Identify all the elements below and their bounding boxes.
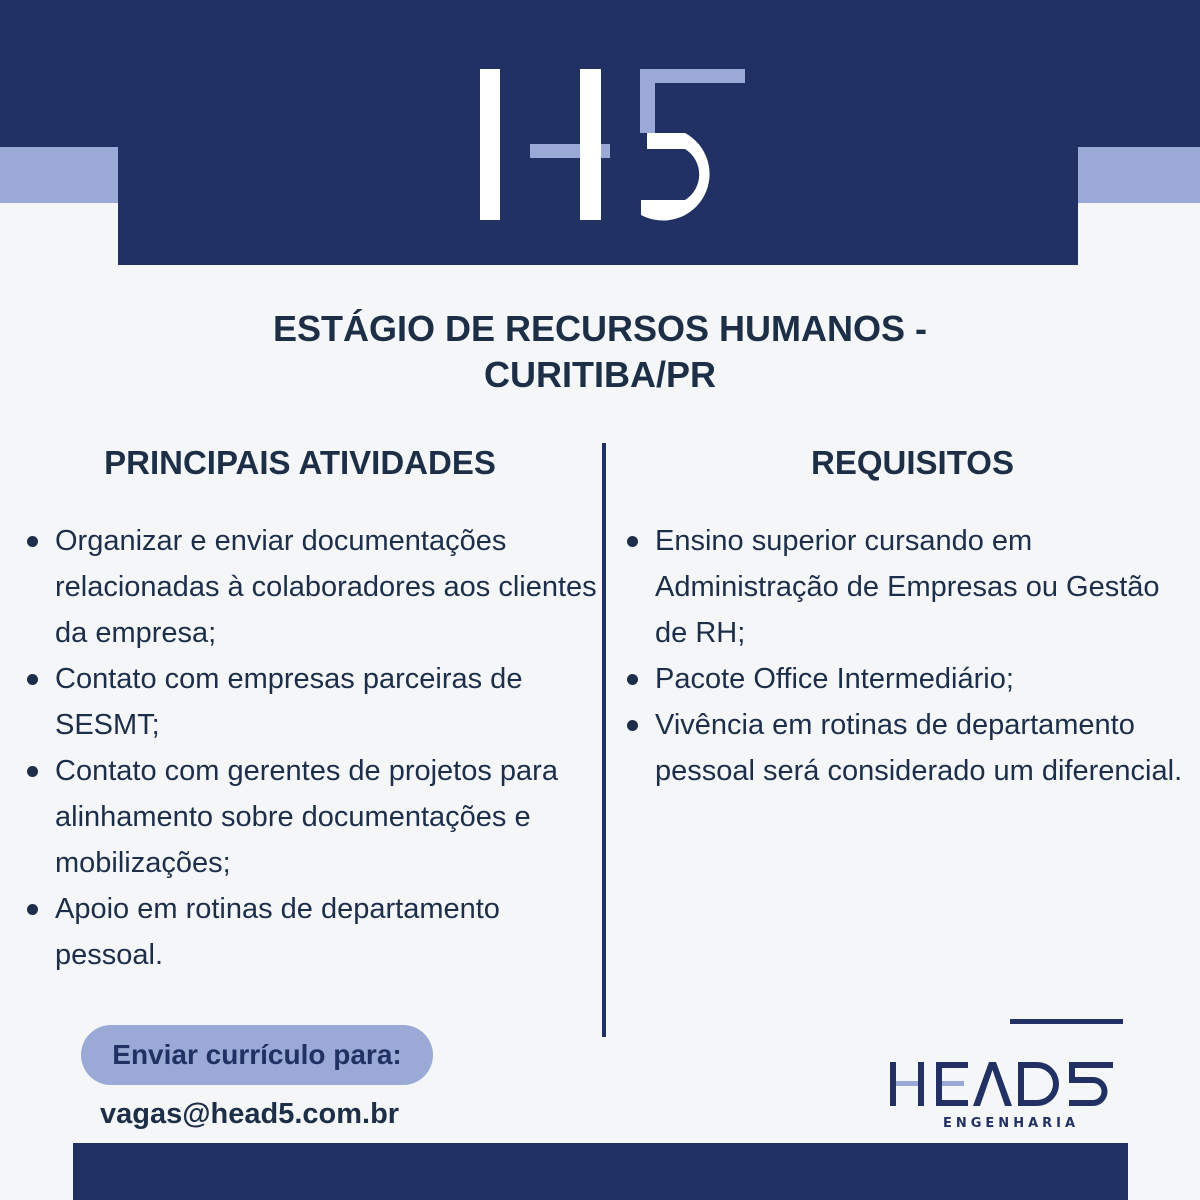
head5-engenharia-logo <box>885 1015 1135 1140</box>
requirements-heading: REQUISITOS <box>811 444 1014 481</box>
page-title-line2: CURITIBA/PR <box>484 354 716 395</box>
bullet-icon <box>627 536 638 547</box>
accent-stripe-right <box>1078 147 1200 203</box>
bullet-icon <box>27 766 38 777</box>
footer-band <box>73 1143 1128 1200</box>
list-item-text: Ensino superior cursando em Administração de Empresas ou Gestão de RH; <box>655 525 1160 649</box>
bullet-icon <box>27 536 38 547</box>
accent-stripe-left <box>0 147 118 203</box>
email-link[interactable]: vagas@head5.com.br <box>100 1098 400 1130</box>
h5-logo <box>470 60 770 230</box>
list-item-text: Contato com empresas parceiras de SESMT; <box>55 663 523 741</box>
list-item-text: Organizar e enviar documentações relacionadas à colaboradores aos clientes da empresa; <box>55 525 597 649</box>
activities-list <box>22 518 597 978</box>
list-item-text: Vivência em rotinas de departamento pessoal será considerado um diferencial. <box>655 709 1183 787</box>
list-item <box>22 886 597 978</box>
list-item <box>22 656 597 748</box>
bullet-icon <box>627 720 638 731</box>
header-band-left <box>0 0 118 147</box>
send-resume-badge <box>81 1025 433 1085</box>
list-item <box>622 656 1192 702</box>
send-resume-label: Enviar currículo para: <box>112 1039 402 1070</box>
list-item <box>622 518 1192 656</box>
list-item-text: Pacote Office Intermediário; <box>655 663 1014 695</box>
list-item <box>22 518 597 656</box>
activities-heading: PRINCIPAIS ATIVIDADES <box>104 444 496 481</box>
brand-tagline: ENGENHARIA <box>943 1116 1080 1131</box>
bullet-icon <box>27 674 38 685</box>
header-band-right <box>1078 0 1200 147</box>
requirements-list <box>622 518 1192 794</box>
list-item-text: Apoio em rotinas de departamento pessoal. <box>55 893 500 971</box>
column-divider <box>602 443 606 1037</box>
list-item-text: Contato com gerentes de projetos para alinhamento sobre documentações e mobilizações; <box>55 755 558 879</box>
page-title-line1: ESTÁGIO DE RECURSOS HUMANOS - <box>272 308 928 349</box>
list-item <box>622 702 1192 794</box>
list-item <box>22 748 597 886</box>
page-title <box>100 306 1100 398</box>
bullet-icon <box>627 674 638 685</box>
h5-logo-graphic <box>470 60 770 230</box>
bullet-icon <box>27 904 38 915</box>
